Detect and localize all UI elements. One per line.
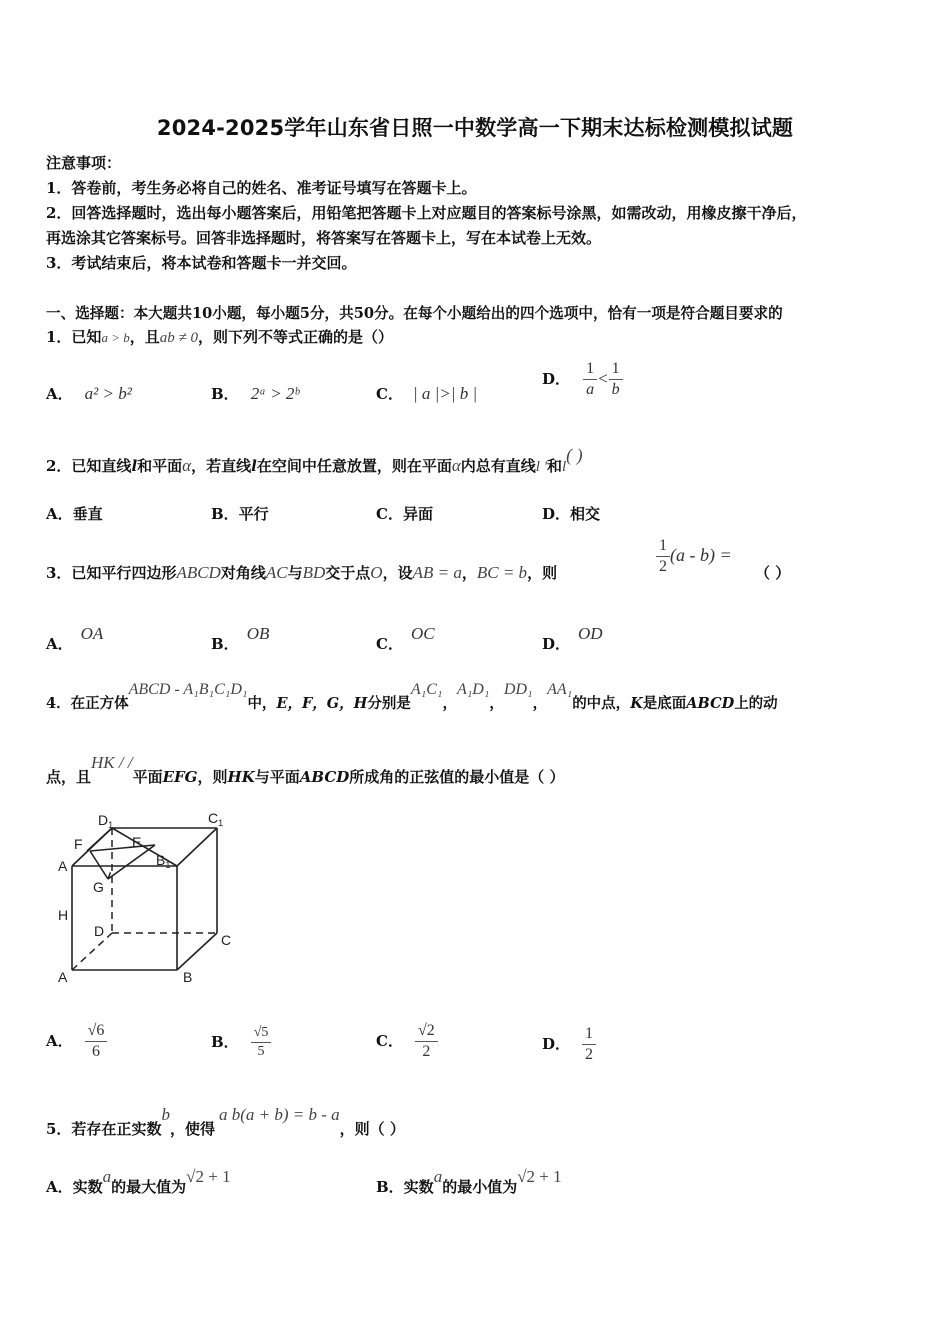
q3-option-c[interactable]: C．OC (376, 624, 435, 653)
note-3: 3．考试结束后，将本试卷和答题卡一并交回。 (46, 254, 357, 272)
page-title: 2024-2025学年山东省日照一中数学高一下期末达标检测模拟试题 (156, 116, 794, 140)
q1-option-a[interactable]: A． a² > b² (46, 384, 132, 403)
question-1-stem: 1．已知a > b，且ab ≠ 0，则下列不等式正确的是（） (46, 328, 393, 346)
label-e: E (132, 834, 142, 850)
q1-option-d[interactable]: D． $\frac{1}{a}$ < $\frac{1}{b}$ (542, 360, 623, 399)
question-4-stem-line2: 点，且HK / /平面EFG，则HK与平面ABCD所成角的正弦值的最小值是（ ） (46, 753, 565, 786)
section-heading: 一、选择题：本大题共10小题，每小题5分，共50分。在每个小题给出的四个选项中，恰有一项是符合题目要求的 (46, 305, 783, 322)
q1-option-c[interactable]: C． | a |>| b | (376, 384, 478, 403)
q2-option-c[interactable]: C．异面 (376, 505, 433, 523)
q2-option-b[interactable]: B．平行 (211, 505, 269, 523)
q3-paren: （ ） (755, 564, 791, 582)
notes-header: 注意事项： (46, 154, 122, 172)
q4-option-d[interactable]: D． $\frac{1}{2}$ (542, 1025, 596, 1064)
q3-option-a[interactable]: A．OA (46, 624, 104, 653)
question-4-stem: 4．在正方体ABCD - A₁B₁C₁D₁中，E，F，G，H分别是A₁C₁，A₁D₁，DD₁，AA₁的中点，K是底面ABCD上的动 (46, 681, 778, 712)
label-c: C (221, 932, 232, 948)
label-d1: $D_1$ (98, 812, 114, 830)
label-b1: $B_1$ (156, 852, 171, 870)
label-d: D (94, 923, 105, 939)
label-g: G (93, 879, 104, 895)
label-b: B (183, 969, 193, 985)
q5-option-a[interactable]: A．实数a的最大值为√2 + 1 (46, 1167, 231, 1196)
note-2b: 再选涂其它答案标号。回答非选择题时，将答案写在答题卡上，写在本试卷上无效。 (46, 229, 602, 247)
label-a: A (58, 969, 68, 985)
question-3-stem: 3．已知平行四边形ABCD对角线AC与BD交于点O，设AB = a，BC = b，则 (46, 563, 558, 582)
question-2-stem: 2．已知直线l和平面α，若直线l在空间中任意放置，则在平面α内总有直线l '和l( ) (46, 445, 583, 475)
label-h: H (58, 907, 69, 923)
q5-option-b[interactable]: B．实数a的最小值为√2 + 1 (376, 1167, 562, 1196)
q4-option-c[interactable]: C． $\frac{√2}{2}$ (376, 1022, 438, 1061)
q4-option-b[interactable]: B． $\frac{√5}{5}$ (211, 1025, 271, 1060)
q3-option-b[interactable]: B．OB (211, 624, 270, 653)
q3-option-d[interactable]: D．OD (542, 624, 603, 653)
q1-option-b[interactable]: B． 2ᵃ > 2ᵇ (211, 384, 300, 403)
question-5-stem: 5．若存在正实数b，使得a b(a + b) = b - a，则（ ） (46, 1105, 405, 1138)
label-a1: A (58, 858, 68, 874)
label-c1: $C_1$ (208, 810, 224, 828)
cube-figure (52, 808, 242, 990)
q4-option-a[interactable]: A． $\frac{√6}{6}$ (46, 1022, 107, 1061)
q2-option-a[interactable]: A．垂直 (46, 505, 103, 523)
label-f: F (74, 836, 83, 852)
note-2a: 2．回答选择题时，选出每小题答案后，用铅笔把答题卡上对应题目的答案标号涂黑，如需改动，用橡皮擦干净后， (46, 204, 807, 222)
note-1: 1．答卷前，考生务必将自己的姓名、准考证号填写在答题卡上。 (46, 179, 477, 197)
q3-expression: $\frac{1}{2}$ (a - b) = (656, 537, 732, 576)
q2-option-d[interactable]: D．相交 (542, 505, 601, 523)
